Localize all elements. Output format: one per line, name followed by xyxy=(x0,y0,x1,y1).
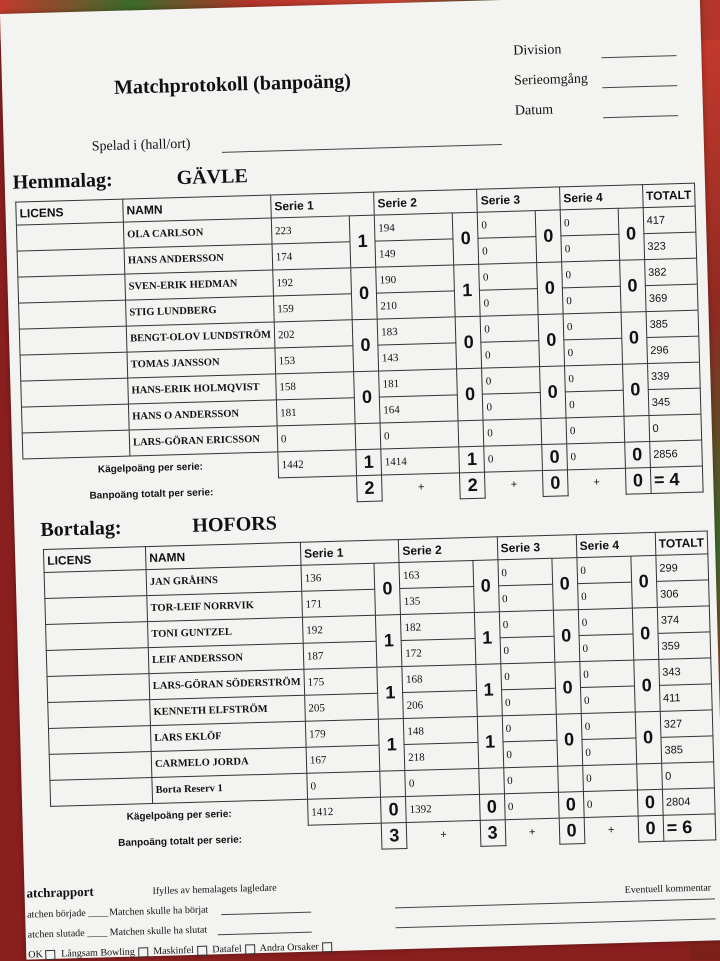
series-score: 0 xyxy=(564,338,622,366)
series-score: 0 xyxy=(578,608,633,635)
series-score: 0 xyxy=(498,584,553,611)
kagel-label: Kägelpoäng per serie: xyxy=(126,809,232,824)
col-serie1: Serie 1 xyxy=(300,540,399,566)
pair-banpoang: 1 xyxy=(379,719,405,772)
col-serie4: Serie 4 xyxy=(576,532,656,557)
home-score-table xyxy=(15,183,703,512)
pair-banpoang: 0 xyxy=(633,659,659,712)
pair-banpoang: 1 xyxy=(376,615,402,668)
series-score: 183 xyxy=(377,317,456,345)
player-total: 359 xyxy=(658,632,711,659)
series-score: 0 xyxy=(483,419,541,447)
col-serie1: Serie 1 xyxy=(271,192,375,218)
pair-banpoang: 1 xyxy=(454,264,480,317)
pair-banpoang: 0 xyxy=(631,555,657,608)
division-label: Division xyxy=(513,42,562,59)
series-score: 0 xyxy=(481,341,539,369)
match-ended-label: atchen slutade ____ xyxy=(27,927,108,941)
datum-label: Datum xyxy=(514,102,554,119)
empty-cell xyxy=(624,416,650,443)
banpoang-series: 2 xyxy=(357,475,383,502)
series-score: 148 xyxy=(404,716,478,744)
away-team-name: HOFORS xyxy=(192,512,278,537)
datafel-checkbox[interactable] xyxy=(245,944,255,954)
series-score: 202 xyxy=(274,320,353,348)
series-score: 192 xyxy=(273,268,352,296)
player-total: 296 xyxy=(646,336,699,363)
series-score: 179 xyxy=(305,719,379,747)
pair-banpoang: 1 xyxy=(475,664,501,717)
eventuell-kommentar: Eventuell kommentar xyxy=(624,882,712,896)
series-score: 167 xyxy=(306,745,380,773)
pair-banpoang: 0 xyxy=(537,262,563,315)
series-score: 0 xyxy=(566,416,624,444)
licens-cell xyxy=(18,274,126,303)
home-label: Hemmalag: xyxy=(12,168,113,194)
series-score: 0 xyxy=(581,712,636,739)
licens-cell xyxy=(20,352,128,381)
kagel-series: 1392 xyxy=(406,794,480,822)
licens-cell xyxy=(47,674,150,703)
series-score: 0 xyxy=(560,208,618,236)
col-serie3: Serie 3 xyxy=(497,535,577,560)
kagel-label: Kägelpoäng per serie: xyxy=(97,461,204,476)
banpoang-series: 3 xyxy=(381,822,407,849)
empty-cell xyxy=(478,768,504,795)
player-total: 369 xyxy=(645,284,698,311)
player-name: TONI GUNTZEL xyxy=(148,617,304,647)
series-score: 0 xyxy=(497,558,552,585)
spelad-label: Spelad i (hall/ort) xyxy=(91,136,191,155)
series-score: 181 xyxy=(379,369,458,397)
series-score: 194 xyxy=(374,213,453,241)
player-name: LEIF ANDERSSON xyxy=(148,643,304,673)
banpoang-series: 3 xyxy=(480,820,506,847)
andra-label: Andra Orsaker xyxy=(259,941,319,955)
player-name: LARS-GÖRAN ERICSSON xyxy=(129,426,278,456)
plus-sign xyxy=(308,823,382,851)
series-score: 192 xyxy=(302,615,376,643)
pair-banpoang: 0 xyxy=(457,368,483,421)
pair-banpoang: 0 xyxy=(473,560,499,613)
pair-banpoang: 0 xyxy=(453,212,479,265)
series-score: 153 xyxy=(275,346,354,374)
empty-cell xyxy=(458,420,484,447)
banpoang-series: 0 xyxy=(542,470,568,497)
series-score: 0 xyxy=(405,768,479,796)
col-licens: LICENS xyxy=(43,547,146,573)
pair-banpoang: 0 xyxy=(553,610,579,663)
licens-cell xyxy=(19,326,127,355)
away-label: Bortalag: xyxy=(40,516,122,542)
player-name: KENNETH ELFSTRÖM xyxy=(150,695,306,725)
series-score: 0 xyxy=(579,634,634,661)
series-score: 0 xyxy=(563,312,621,340)
series-score: 158 xyxy=(276,372,355,400)
series-score: 0 xyxy=(480,315,538,343)
pair-banpoang: 0 xyxy=(374,563,400,616)
plus-sign: + xyxy=(528,826,536,839)
ok-checkbox[interactable] xyxy=(46,950,56,960)
plus-sign: + xyxy=(510,478,518,491)
pair-banpoang: 1 xyxy=(377,667,403,720)
pair-banpoang: 0 xyxy=(352,319,378,372)
maskinfel-checkbox[interactable] xyxy=(197,945,207,955)
reason-checkboxes xyxy=(28,941,335,961)
col-serie3: Serie 3 xyxy=(477,187,560,212)
banpoang-series: 2 xyxy=(460,472,486,499)
kagel-total: 2804 xyxy=(662,788,715,815)
series-score: 0 xyxy=(380,421,459,449)
away-score-table xyxy=(43,530,716,858)
series-score: 0 xyxy=(579,660,634,687)
player-total: 0 xyxy=(661,762,714,789)
comment-line-2[interactable] xyxy=(396,918,716,928)
series-score: 190 xyxy=(376,265,455,293)
licens-cell xyxy=(48,700,151,729)
series-score: 223 xyxy=(271,216,350,244)
kagel-series: 1414 xyxy=(381,447,460,475)
serieomgang-line[interactable] xyxy=(602,85,677,88)
series-score: 205 xyxy=(305,693,379,721)
series-score: 159 xyxy=(273,294,352,322)
kagel-series: 0 xyxy=(484,445,542,473)
kagel-banpoang: 0 xyxy=(542,444,568,471)
empty-cell xyxy=(380,770,406,797)
pair-banpoang: 1 xyxy=(349,215,375,268)
player-total: 417 xyxy=(643,206,696,233)
ok-label: OK xyxy=(28,949,43,961)
banpoang-total: = 6 xyxy=(663,814,716,841)
col-serie2: Serie 2 xyxy=(374,189,478,215)
plus-sign: + xyxy=(417,481,425,494)
player-total: 345 xyxy=(648,388,701,415)
licens-cell xyxy=(44,570,147,599)
pair-banpoang: 0 xyxy=(538,314,564,367)
banpoang-series: 0 xyxy=(625,468,651,495)
match-should-start-label: Matchen skulle ha börjat xyxy=(108,904,209,919)
series-score: 0 xyxy=(500,636,555,663)
banpoang-label: Banpoäng totalt per serie: xyxy=(118,834,243,850)
player-name: OLA CARLSON xyxy=(123,218,272,248)
series-score: 164 xyxy=(379,395,458,423)
banpoang-series: 0 xyxy=(638,815,664,842)
player-total: 385 xyxy=(646,310,699,337)
player-total: 374 xyxy=(657,606,710,633)
player-name: BENGT-OLOV LUNDSTRÖM xyxy=(126,322,275,352)
pair-banpoang: 0 xyxy=(540,366,566,419)
player-name: LARS-GÖRAN SÖDERSTRÖM xyxy=(149,669,305,699)
pair-banpoang: 0 xyxy=(622,364,648,417)
col-totalt: TOTALT xyxy=(655,531,708,555)
player-name: CARMELO JORDA xyxy=(151,747,307,777)
licens-cell xyxy=(19,300,127,329)
serieomgang-label: Serieomgång xyxy=(513,71,589,89)
series-score: 0 xyxy=(500,662,555,689)
series-score: 0 xyxy=(480,289,538,317)
home-team-name: GÄVLE xyxy=(176,165,249,190)
player-name: Borta Reserv 1 xyxy=(152,773,308,803)
kagel-banpoang: 1 xyxy=(356,449,382,476)
match-should-end-label: Matchen skulle ha slutat xyxy=(109,924,208,939)
match-started-label: atchen började ____ xyxy=(27,907,109,921)
player-name: SVEN-ERIK HEDMAN xyxy=(125,270,274,300)
col-serie2: Serie 2 xyxy=(399,537,498,563)
series-score: 0 xyxy=(479,263,537,291)
player-name: HANS ANDERSSON xyxy=(124,244,273,274)
kagel-series: 1442 xyxy=(278,450,357,478)
plus-sign: + xyxy=(607,823,615,837)
pair-banpoang: 0 xyxy=(618,208,644,261)
series-score: 143 xyxy=(378,343,457,371)
series-score: 0 xyxy=(503,740,558,767)
report-note: Ifylles av hemalagets lagledare xyxy=(152,882,277,898)
col-namn: NAMN xyxy=(123,195,271,222)
pair-banpoang: 0 xyxy=(635,711,661,764)
kagel-total: 2856 xyxy=(649,440,702,467)
kagel-banpoang: 1 xyxy=(459,446,485,473)
series-score: 0 xyxy=(562,286,620,314)
kagel-banpoang: 0 xyxy=(637,789,663,816)
series-score: 0 xyxy=(307,771,381,799)
player-name: STIG LUNDBERG xyxy=(126,296,275,326)
series-score: 174 xyxy=(272,242,351,270)
plus-sign: + xyxy=(440,828,447,841)
series-score: 0 xyxy=(499,610,554,637)
series-score: 0 xyxy=(561,234,619,262)
kagel-banpoang: 0 xyxy=(558,792,584,819)
empty-cell xyxy=(557,766,583,793)
series-score: 0 xyxy=(482,367,540,395)
pair-banpoang: 0 xyxy=(619,260,645,313)
series-score: 0 xyxy=(277,424,356,452)
banpoang-label: Banpoäng totalt per serie: xyxy=(89,487,214,502)
series-score: 0 xyxy=(483,393,541,421)
series-score: 218 xyxy=(404,742,478,770)
page-title: Matchprotokoll (banpoäng) xyxy=(113,70,352,99)
player-name: TOMAS JANSSON xyxy=(127,348,276,378)
player-total: 343 xyxy=(658,658,711,685)
kagel-series: 0 xyxy=(504,792,559,819)
pair-banpoang: 1 xyxy=(477,716,503,769)
pair-banpoang: 0 xyxy=(455,316,481,369)
player-total: 299 xyxy=(656,554,709,581)
empty-cell xyxy=(636,763,662,790)
col-licens: LICENS xyxy=(16,199,124,225)
pair-banpoang: 0 xyxy=(621,312,647,365)
pair-banpoang: 0 xyxy=(552,558,578,611)
pair-banpoang: 0 xyxy=(351,267,377,320)
col-totalt: TOTALT xyxy=(642,183,695,207)
col-namn: NAMN xyxy=(145,542,300,569)
kagel-series: 0 xyxy=(583,790,638,817)
series-score: 0 xyxy=(503,766,558,793)
licens-cell xyxy=(46,648,149,677)
player-total: 385 xyxy=(661,736,714,763)
banpoang-series: 0 xyxy=(559,818,585,845)
langsam-label: Långsam Bowling xyxy=(61,946,135,960)
kagel-banpoang: 0 xyxy=(624,442,650,469)
series-score: 0 xyxy=(501,688,556,715)
series-score: 210 xyxy=(377,291,456,319)
series-score: 136 xyxy=(301,563,375,591)
match-should-start-line[interactable] xyxy=(221,912,311,916)
report-title: atchrapport xyxy=(26,883,94,901)
pair-banpoang: 1 xyxy=(474,612,500,665)
series-score: 0 xyxy=(478,211,536,239)
player-name: HANS O ANDERSSON xyxy=(128,400,277,430)
player-total: 411 xyxy=(659,684,712,711)
plus-sign xyxy=(278,476,357,504)
player-total: 323 xyxy=(644,232,697,259)
datafel-label: Datafel xyxy=(212,943,242,956)
licens-cell xyxy=(21,378,129,407)
series-score: 0 xyxy=(562,260,620,288)
player-name: HANS-ERIK HOLMQVIST xyxy=(128,374,277,404)
comment-line-1[interactable] xyxy=(395,898,715,908)
empty-cell xyxy=(355,423,381,450)
series-score: 163 xyxy=(399,561,473,589)
series-score: 206 xyxy=(403,690,477,718)
series-score: 0 xyxy=(565,390,623,418)
licens-cell xyxy=(48,726,151,755)
series-score: 172 xyxy=(401,638,475,666)
langsam-checkbox[interactable] xyxy=(138,947,148,957)
series-score: 187 xyxy=(303,641,377,669)
series-score: 0 xyxy=(565,364,623,392)
series-score: 0 xyxy=(478,237,536,265)
kagel-banpoang: 0 xyxy=(479,794,505,821)
player-total: 306 xyxy=(656,580,709,607)
player-total: 382 xyxy=(644,258,697,285)
player-name: JAN GRÅHNS xyxy=(146,565,302,595)
series-score: 135 xyxy=(400,587,474,615)
pair-banpoang: 0 xyxy=(554,662,580,715)
player-name: LARS EKLÖF xyxy=(150,721,306,751)
licens-cell xyxy=(16,222,124,251)
series-score: 182 xyxy=(401,612,475,640)
series-score: 149 xyxy=(375,239,454,267)
pair-banpoang: 0 xyxy=(556,714,582,767)
maskinfel-label: Maskinfel xyxy=(153,944,194,958)
series-score: 0 xyxy=(580,686,635,713)
plus-sign: + xyxy=(593,476,601,489)
player-total: 327 xyxy=(660,710,713,737)
andra-checkbox[interactable] xyxy=(322,942,332,952)
banpoang-total: = 4 xyxy=(650,466,703,493)
pair-banpoang: 0 xyxy=(354,371,380,424)
empty-cell xyxy=(541,418,567,445)
pair-banpoang: 0 xyxy=(632,607,658,660)
series-score: 0 xyxy=(577,582,632,609)
kagel-series: 0 xyxy=(567,442,625,470)
series-score: 0 xyxy=(582,764,637,791)
licens-cell xyxy=(21,404,129,433)
spelad-line[interactable] xyxy=(222,144,502,153)
datum-line[interactable] xyxy=(603,115,678,118)
licens-cell xyxy=(45,596,148,625)
series-score: 175 xyxy=(304,667,378,695)
licens-cell xyxy=(22,430,130,459)
series-score: 0 xyxy=(577,556,632,583)
series-score: 171 xyxy=(302,589,376,617)
series-score: 0 xyxy=(502,714,557,741)
player-total: 0 xyxy=(649,414,702,441)
licens-cell xyxy=(17,248,125,277)
series-score: 181 xyxy=(276,398,355,426)
match-should-end-line[interactable] xyxy=(218,932,312,936)
division-line[interactable] xyxy=(601,55,676,58)
player-name: TOR-LEIF NORRVIK xyxy=(147,591,303,621)
col-serie4: Serie 4 xyxy=(560,185,643,210)
kagel-banpoang: 0 xyxy=(381,796,407,823)
licens-cell xyxy=(46,622,149,651)
kagel-series: 1412 xyxy=(307,797,381,825)
licens-cell xyxy=(50,778,153,807)
licens-cell xyxy=(49,752,152,781)
pair-banpoang: 0 xyxy=(535,210,561,263)
series-score: 0 xyxy=(582,738,637,765)
player-total: 339 xyxy=(647,362,700,389)
series-score: 168 xyxy=(402,664,476,692)
